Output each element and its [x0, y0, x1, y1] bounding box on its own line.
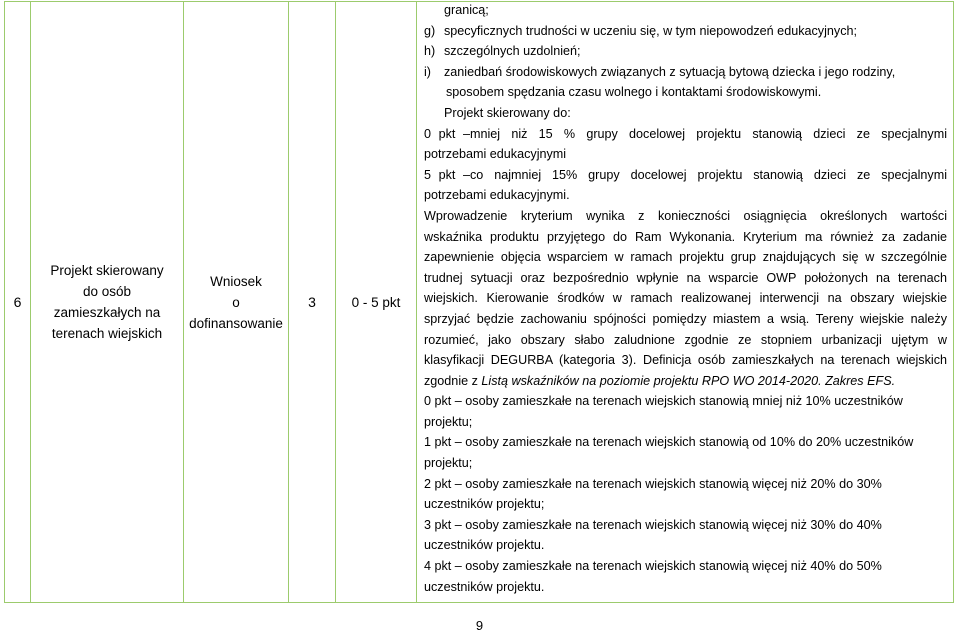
- list-item-text: szczególnych uzdolnień;: [444, 44, 581, 59]
- justification-line: trudnej sytuacji oraz bezpośrednio wpłynie na wsparcie OWP położonych na terenach: [424, 270, 947, 285]
- list-item: [424, 41, 947, 62]
- directed-option-text: co najmniej 15% grupy docelowej projektu stanowią dzieci ze specjalnymi: [470, 167, 947, 182]
- scoring-line-cont: uczestników projektu.: [424, 579, 545, 594]
- description-text: [424, 0, 947, 597]
- list-item-text: zaniedbań środowiskowych związanych z sytuacją bytową dziecka i jego rodziny,: [444, 64, 896, 79]
- description-line: sposobem spędzania czasu wolnego i kontaktami środowiskowymi.: [446, 85, 822, 100]
- directed-heading: Projekt skierowany do:: [444, 105, 571, 120]
- row-number-cell: [5, 2, 31, 603]
- justification-line: wskaźnika produktu przyjętego do Ram Wykonania. Kryterium ma również za zadanie: [424, 229, 947, 244]
- directed-option: [424, 124, 947, 145]
- document-type-line: dofinansowanie: [189, 315, 283, 331]
- list-item: [424, 62, 947, 83]
- scoring-line: 1 pkt – osoby zamieszkałe na terenach wiejskich stanowią od 10% do 20% uczestników: [424, 435, 914, 450]
- list-item-label: g): [424, 23, 436, 38]
- scoring-line: 2 pkt – osoby zamieszkałe na terenach wiejskich stanowią więcej niż 20% do 30%: [424, 476, 882, 491]
- justification-line: klasyfikacji DEGURBA (kategoria 3). Definicja osób zamieszkałych na terenach wiejskich: [424, 353, 947, 368]
- document-type-line: Wniosek: [210, 273, 262, 289]
- list-item-label: h): [424, 44, 436, 59]
- row-number: 6: [13, 294, 22, 310]
- weight-cell: [289, 2, 336, 603]
- criterion-name-line: zamieszkałych na: [53, 305, 161, 320]
- justification-line: Wprowadzenie kryterium wynika z konieczności osiągnięcia określonych wartości: [424, 208, 947, 223]
- list-item-label: i): [424, 64, 431, 79]
- description-line: granicą;: [444, 3, 489, 17]
- list-item-text: specyficznych trudności w uczeniu się, w tym niepowodzeń edukacyjnych;: [444, 23, 857, 38]
- directed-option: [424, 165, 947, 186]
- table-row: [5, 2, 954, 603]
- definition-prefix: zgodnie z: [424, 373, 478, 388]
- directed-option-points: 5 pkt –: [424, 167, 470, 182]
- scoring-line-cont: uczestników projektu.: [424, 538, 545, 553]
- justification-line: wiejskich. Kierowanie środków w ramach realizowanej interwencji na obszary wiejskie: [424, 291, 947, 306]
- definition-line: [424, 371, 947, 392]
- justification-line: sprzyjać będzie zachowaniu spójności pomiędzy miastem a wsią. Tereny wiejskie należy: [424, 311, 947, 326]
- description-cell: [417, 2, 954, 603]
- weight-value: 3: [308, 294, 316, 310]
- scoring-line-cont: uczestników projektu;: [424, 497, 545, 512]
- definition-reference: Listą wskaźników na poziomie projektu RPO WO 2014-2020. Zakres EFS.: [481, 373, 896, 388]
- scoring-line-cont: projektu;: [424, 414, 473, 429]
- document-type-cell: [184, 2, 289, 603]
- justification-line: rozumieć, jako obszary słabo zaludnione zgodnie ze stopniem urbanizacji ujętym w: [424, 332, 947, 347]
- justification-line: zapewnienie objęcia wsparciem w ramach projektu grup znajdujących się w szczególnie: [424, 250, 947, 265]
- scoring-line: 4 pkt – osoby zamieszkałe na terenach wiejskich stanowią więcej niż 40% do 50%: [424, 559, 882, 574]
- page-number: 9: [475, 618, 484, 633]
- document-type-line: o: [232, 294, 240, 310]
- list-item: [424, 21, 947, 42]
- criterion-name-line: Projekt skierowany: [50, 263, 164, 278]
- points-range: 0 - 5 pkt: [351, 294, 401, 310]
- directed-option-cont: potrzebami edukacyjnymi.: [424, 188, 570, 203]
- scoring-line: 3 pkt – osoby zamieszkałe na terenach wiejskich stanowią więcej niż 30% do 40%: [424, 517, 882, 532]
- criterion-name-line: do osób: [82, 284, 132, 299]
- directed-option-cont: potrzebami edukacyjnymi: [424, 147, 567, 162]
- criterion-name-cell: [31, 2, 184, 603]
- directed-option-points: 0 pkt –: [424, 126, 470, 141]
- points-range-cell: [336, 2, 417, 603]
- scoring-line: 0 pkt – osoby zamieszkałe na terenach wiejskich stanowią mniej niż 10% uczestników: [424, 394, 903, 409]
- directed-option-text: mniej niż 15 % grupy docelowej projektu stanowią dzieci ze specjalnymi: [470, 126, 947, 141]
- criterion-name-line: terenach wiejskich: [51, 326, 163, 341]
- scoring-line-cont: projektu;: [424, 456, 473, 471]
- criteria-table: [4, 1, 954, 603]
